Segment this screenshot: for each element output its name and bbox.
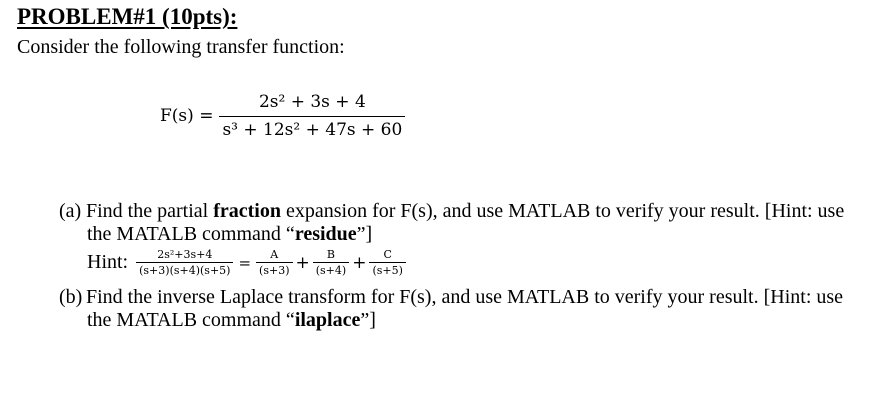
hint-label: Hint: bbox=[87, 251, 129, 273]
part-b-tag: (b) bbox=[59, 286, 83, 308]
hint-plus-sign: + bbox=[295, 252, 310, 273]
hint-lhs-numerator: 2s²+3s+4 bbox=[157, 248, 213, 261]
part-a-cont-start: the MATALB command “ bbox=[87, 223, 295, 245]
part-b-text: Find the inverse Laplace transform for F(s), and use MATLAB to verify your result. [Hint: use bbox=[86, 286, 844, 308]
transfer-function-equation bbox=[160, 92, 405, 140]
hint-equation bbox=[87, 248, 406, 277]
hint-term-b-numerator: B bbox=[326, 248, 336, 261]
problem-heading: PROBLEM#1 (10pts): bbox=[17, 4, 238, 29]
problem-intro: Consider the following transfer function: bbox=[17, 36, 345, 58]
part-a-text-end: expansion for F(s), and use MATLAB to verify your result. [Hint: use bbox=[280, 200, 845, 222]
transfer-function-fraction bbox=[219, 92, 405, 140]
part-a-text-start: Find the partial bbox=[86, 200, 214, 222]
part-a-command: residue bbox=[294, 223, 357, 245]
hint-term-b-denominator: (s+4) bbox=[313, 262, 349, 277]
equation-denominator: s³ + 12s² + 47s + 60 bbox=[219, 116, 405, 140]
hint-term-b bbox=[313, 248, 349, 277]
part-a-tag: (a) bbox=[59, 200, 82, 222]
hint-term-c-numerator: C bbox=[383, 248, 392, 261]
part-b-cont-end: ”] bbox=[360, 309, 376, 331]
equation-lhs: F(s) = bbox=[160, 106, 214, 126]
part-a-cont-end: ”] bbox=[356, 223, 373, 245]
equation-numerator: 2s² + 3s + 4 bbox=[258, 92, 366, 112]
hint-term-a bbox=[256, 248, 292, 277]
hint-equals-sign: = bbox=[238, 253, 252, 272]
part-b-command: ilaplace bbox=[294, 309, 361, 331]
part-a bbox=[59, 200, 845, 245]
part-a-continuation bbox=[87, 223, 372, 245]
hint-term-a-denominator: (s+3) bbox=[256, 262, 292, 277]
hint-plus-sign: + bbox=[352, 252, 367, 273]
hint-lhs-denominator: (s+3)(s+4)(s+5) bbox=[136, 262, 233, 277]
part-b bbox=[59, 286, 844, 331]
part-b-cont-start: the MATALB command “ bbox=[87, 309, 295, 331]
hint-term-a-numerator: A bbox=[270, 248, 279, 261]
part-a-bold-word: fraction bbox=[213, 200, 281, 222]
hint-lhs-fraction bbox=[136, 248, 233, 277]
hint-term-c-denominator: (s+5) bbox=[369, 262, 405, 277]
part-b-continuation bbox=[87, 309, 376, 331]
hint-term-c bbox=[369, 248, 405, 277]
